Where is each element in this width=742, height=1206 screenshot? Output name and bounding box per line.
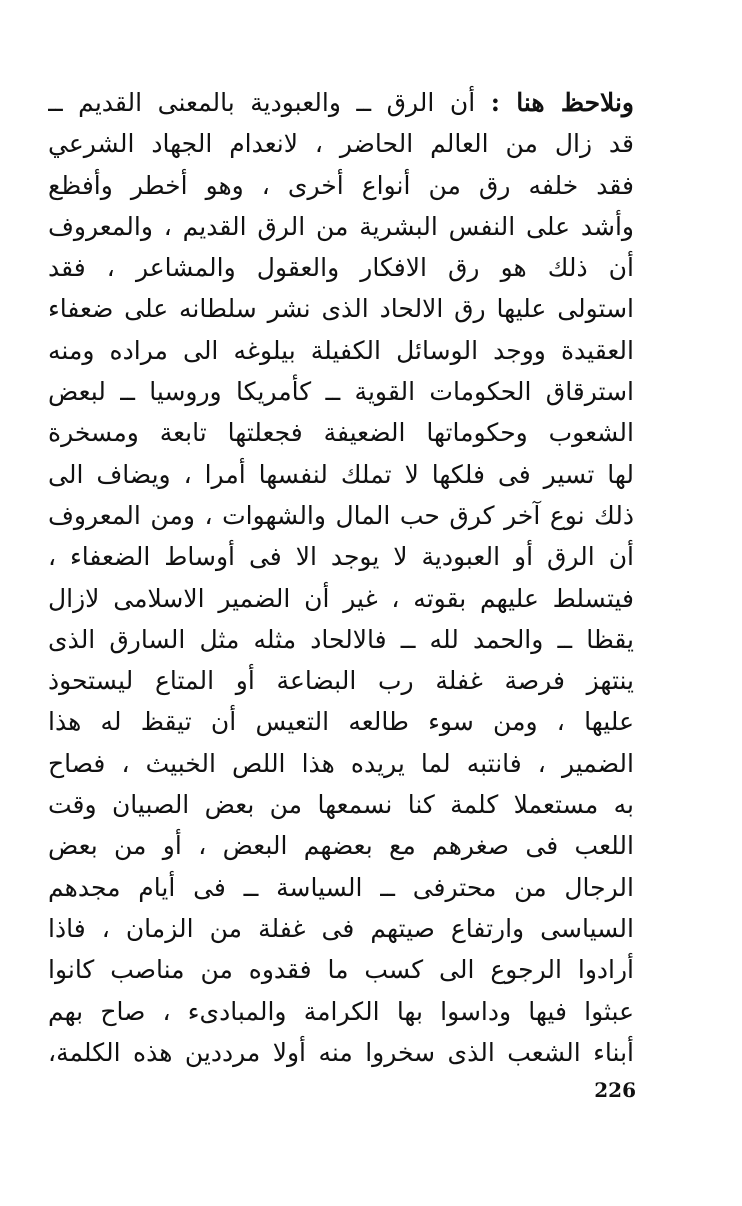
text-line-11: ذلك نوع آخر كرق حب المال والشهوات ، ومن المعروف [48, 500, 634, 530]
text-line-4: وأشد على النفس البشرية من الرق القديم ، والمعروف [48, 211, 634, 241]
text-line-24: أبناء الشعب الذى سخروا منه أولا مرددين هذه الكلمة، [48, 1037, 634, 1067]
text-line-9: الشعوب وحكوماتها الضعيفة فجعلتها تابعة ومسخرة [48, 418, 634, 448]
text-line-2: قد زال من العالم الحاضر ، لانعدام الجهاد الشرعي [48, 129, 634, 159]
text-line-15: ينتهز فرصة غفلة رب البضاعة أو المتاع ليستحوذ [48, 666, 634, 696]
body-text [48, 82, 634, 1073]
text-line-5: أن ذلك هو رق الافكار والعقول والمشاعر ، فقد [48, 253, 634, 283]
text-line-8: استرقاق الحكومات القوية ــ كأمريكا وروسيا ــ لبعض [48, 377, 634, 407]
text-line-6: استولى عليها رق الالحاد الذى نشر سلطانه على ضعفاء [48, 294, 634, 324]
text-line-20: الرجال من محترفى ــ السياسة ــ فى أيام مجدهم [48, 872, 634, 902]
text-line-1 [48, 82, 634, 123]
text-line-17: الضمير ، فانتبه لما يريده هذا اللص الخبيث ، فصاح [48, 748, 634, 778]
text-line-12: أن الرق أو العبودية لا يوجد الا فى أوساط الضعفاء ، [48, 542, 634, 572]
text-line-3: فقد خلفه رق من أنواع أخرى ، وهو أخطر وأفظع [48, 170, 634, 200]
text-line-16: عليها ، ومن سوء طالعه التعيس أن تيقظ له هذا [48, 707, 634, 737]
text-line-23: عبثوا فيها وداسوا بها الكرامة والمبادىء ، صاح بهم [48, 996, 634, 1026]
text-line-13: فيتسلط عليهم بقوته ، غير أن الضمير الاسلامى لازال [48, 583, 634, 613]
lead-phrase: ونلاحظ هنا : [490, 88, 634, 117]
text-line-21: السياسى وارتفاع صيتهم فى غفلة من الزمان ، فاذا [48, 913, 634, 943]
text-line-7: العقيدة ووجد الوسائل الكفيلة بيلوغه الى مراده ومنه [48, 335, 634, 365]
line-1-text: أن الرق ــ والعبودية بالمعنى القديم ــ [48, 88, 476, 117]
text-line-14: يقظا ــ والحمد لله ــ فالالحاد مثله مثل السارق الذى [48, 624, 634, 654]
text-line-19: اللعب فى صغرهم مع بعضهم البعض ، أو من بعض [48, 831, 634, 861]
page-number: 226 [594, 1078, 636, 1102]
text-line-10: لها تسير فى فلكها لا تملك لنفسها أمرا ، ويضاف الى [48, 459, 634, 489]
text-line-22: أرادوا الرجوع الى كسب ما فقدوه من مناصب كانوا [48, 955, 634, 985]
text-line-18: به مستعملا كلمة كنا نسمعها من بعض الصبيان وقت [48, 790, 634, 820]
